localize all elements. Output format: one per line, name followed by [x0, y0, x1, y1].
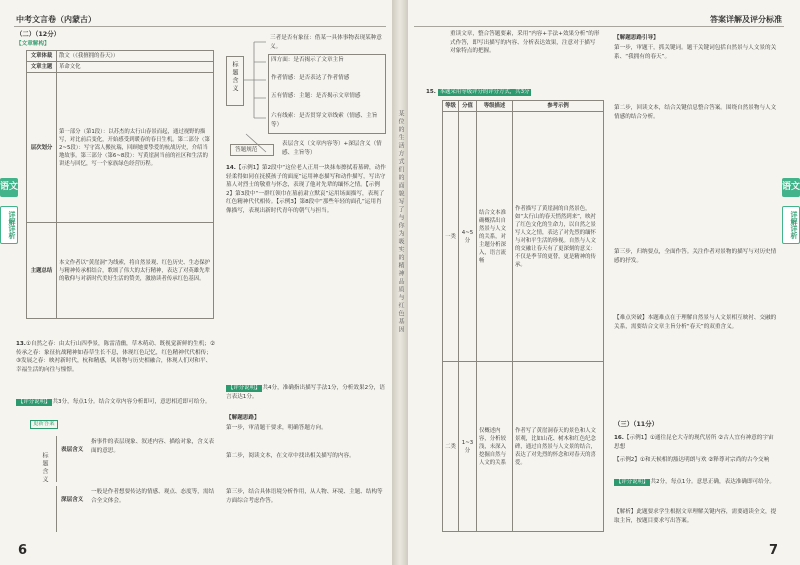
table-value: 本文作者以“黄崖洞”为线索，将自然景观、红色历史、生态保护与精神传承相结合，歌颂了伟大的太行精神，表达了对英雄先辈的敬仰与对新时代美好生活的赞美，激励读者传承红色基因。 — [57, 223, 214, 319]
table-key: 文章主题 — [27, 62, 57, 73]
gutter-annotation: 某位的生活方式们的面貌写了与你为吸实的精神品质与红色基因 — [397, 110, 404, 334]
title-meaning-label: 标题含义 — [41, 452, 48, 484]
side-tab-right — [782, 178, 800, 197]
mindmap-center-label: 标题含义 — [231, 61, 238, 93]
score-label: 【评分说明】 — [18, 399, 51, 405]
method-step: 第二步，阅读文本，在文章中找出相关描写的内容。 — [226, 453, 355, 459]
method-step: 第一步，审清题干要求，明确答题方向。 — [226, 425, 327, 431]
mindmap-branch-box — [268, 54, 386, 134]
q15-note: 本题采用等级评分的评分方式，共3分 — [439, 89, 530, 95]
mindmap-branch: 六有线索：是否贯穿文章线索（情感、主旨等） — [271, 113, 378, 128]
header-title-right: 答案详解及评分标准 — [710, 15, 782, 24]
q16-label: 16. — [614, 435, 624, 441]
cell-level: 二类 — [443, 362, 459, 532]
method-title: 【解题思路】 — [226, 415, 260, 421]
table-row — [27, 223, 214, 319]
bracket — [40, 432, 50, 528]
table-row — [27, 51, 214, 62]
table-key: 层次划分 — [27, 73, 57, 223]
side-tab-label: 语文 — [782, 182, 800, 192]
page-number-left: 6 — [18, 543, 28, 558]
mindmap-branch: 三者是否有象征：借某一具体事物表现某种意义。 — [270, 35, 382, 50]
score-label: 【评分说明】 — [616, 479, 649, 485]
q14-label: 14. — [226, 165, 236, 171]
method-step: 第一步，审题干，抓关键词。题干关键词包括自然景与人文景的关系、“我拥有的春天”。 — [614, 45, 777, 60]
answer-norm-box — [230, 144, 274, 156]
q14-score-text: 共4分，准确指出描写手法1分，分析效果2分，语言表达1分。 — [226, 385, 385, 400]
q16-answer — [614, 434, 778, 452]
side-tab-left-2 — [0, 206, 18, 244]
q13-text: ①自然之春：由太行山四季景，陈雷清幽，草木萌动、既视觉新鲜的生机；②传承之春：象征抗战精神如春草生长不息，体现红色记忆，红色精神代代相传；③发展之春：映衬新时代，杭和精感，风景物与历史相融合，体现人们对和平、幸福生活的向往与憧憬。 — [16, 341, 215, 373]
table-key: 文章体裁 — [27, 51, 57, 62]
table-value: 散文（《我擅拥的春天》） — [57, 51, 214, 62]
q15-heading — [426, 88, 606, 97]
mindmap-branch: 四方面：是否揭示了文章主旨 — [271, 57, 344, 63]
q13-tip — [30, 420, 130, 429]
q16-analysis: 【解析】此题要求学生根据文章理解关键内容，需要通读全文，提取主旨，按题目要求写出答案。 — [614, 509, 777, 524]
q13-score — [16, 398, 216, 416]
score-label: 【评分说明】 — [228, 385, 261, 391]
cell-desc: 仅概述内容，分析较浅，未深入挖掘自然与人文的关系 — [477, 362, 513, 532]
cell-level: 一类 — [443, 112, 459, 362]
cell-example: 作者描写了黄崖洞的自然景色，如“太行山的春天悄然到来”，映衬了红色文化的生命力，以自然之景写人文之情，表达了对先烈的缅怀与对和平生活的珍视。自然与人文的交融让春天有了更深刻的意义：不仅是季节的更替，更是精神的传承。 — [513, 112, 604, 362]
side-tab-label: 详解详析 — [8, 211, 16, 239]
q16-score — [614, 478, 778, 504]
col-score: 分值 — [459, 101, 477, 112]
difficulty-note: 【难点突破】本题难点在于理解自然景与人文景相互映衬、交融的关系，需要结合文章主旨分析“春天”的双重含义。 — [614, 315, 777, 330]
grading-table — [442, 100, 604, 532]
cell-score: 4~5分 — [459, 112, 477, 362]
top-paragraph: 重读文章，整合答题要素，采用“内容+手法+效果分析”的形式作答，即写出描写的内容、分析表达效果，注意对于描写对象特点的把握。 — [450, 31, 600, 55]
meaning-box-1 — [56, 436, 216, 482]
side-tab-label: 详解详析 — [790, 211, 798, 239]
tip-tag: 更新答案 — [30, 420, 58, 429]
method-title: 【解题思路引导】 — [614, 35, 659, 41]
table-header-row — [443, 101, 604, 112]
q13-answer — [16, 340, 216, 394]
answer-norm-label: 答题规范 — [235, 147, 258, 153]
cell-example: 作者写了黄崖洞春天的景色和人文景观，比如山花、树木和红色纪念碑，通过自然景与人文景的结合，表达了对先烈的怀念和对春天的喜爱。 — [513, 362, 604, 532]
q16-text2: 【示例2】①和天候相的豁达明朗与欢 ②释尊对宗尚的古今交响 — [614, 457, 770, 463]
box-key: 深层含义 — [61, 497, 84, 503]
page-number-right: 7 — [768, 543, 778, 558]
q13-label: 13. — [16, 341, 26, 347]
right-page — [400, 0, 800, 565]
q16-text: 【示例1】①通往昆仑大寺的现代居所 ②古人宜有神意的宇宙思想 — [614, 435, 774, 450]
q16-score-text: 共2分，每点1分。意思正确，表达准确即可给分。 — [650, 479, 775, 485]
table-value: 第一部分（第1段）：以苏杰的太行山春景而起，通过视野的描写，对比前后变化，开始感受到暖春的春日生机。第二部分（第2~5段）：写守嵩人搬抗瑞，回顾她要挚爱的杭战历史，介绍当地故事。第三部分（第6~8段）：写黄崖洞当前的社区和生活的讲述与回忆，写一个家族绿色经营历程。 — [57, 73, 214, 223]
q14-text: 【示例1】第2段中“这位老人正用一块抹布擦拭着墓碑，动作轻柔得如同在抚摸孩子的面庞”运用神态描写和动作描写，写出守墓人对烈士的敬重与怀念，表现了他对先辈的缅怀之情。【示例2】第3段中“一群红领巾在墓前肃立默哀”运用场面描写，表现了红色精神代代相传。【示例3】第8段中“那些年轻的面孔”运用肖像描写，表现出新时代青年的朝气与担当。 — [226, 165, 386, 214]
table-heading: 【文章解构】 — [16, 41, 50, 47]
mindmap-branch: 五有情感：主题：是否揭示文章情感 — [271, 93, 361, 99]
side-tab-label: 语文 — [0, 182, 19, 192]
part-label: （三）（11分） — [614, 420, 659, 428]
method-step: 第三步，归纳要点，全面作答。关注作者对景物的描写与对历史情感的抒发。 — [614, 249, 777, 264]
box-key: 表层含义 — [61, 447, 84, 453]
table-row — [27, 73, 214, 223]
box-value: 一般是作者想要传达的情感、观点、态度等，需结合全文体会。 — [91, 489, 215, 504]
col-desc: 等级描述 — [477, 101, 513, 112]
header-rule — [414, 26, 784, 27]
method-step: 第三步，结合具体语境分析作用，从人物、环境、主题、结构等方面综合考虑作答。 — [226, 489, 383, 504]
q15-label: 15. — [426, 89, 436, 95]
table-value: 革命文化 — [57, 62, 214, 73]
table-key: 主题总结 — [27, 223, 57, 319]
mindmap-center — [226, 56, 244, 106]
side-tab-right-2 — [782, 206, 800, 244]
q14-answer — [226, 164, 386, 380]
answer-norm-text: 表层含义（文章内容等）+深层含义（情感、主旨等） — [282, 141, 382, 156]
col-example: 参考示例 — [513, 101, 604, 112]
q13-score-text: 共3分，每点1分。结合文章内容分析即可，意思相近即可给分。 — [52, 399, 211, 405]
table-row — [27, 62, 214, 73]
table-row — [443, 362, 604, 532]
meaning-box-2 — [56, 486, 216, 532]
header-rule — [14, 26, 386, 27]
header-title-left: 中考文言卷（内蒙古） — [16, 15, 96, 24]
side-tab-left — [0, 178, 18, 197]
box-value: 指事件的表层现象、叙述内容、描绘对象，含义表面的意思。 — [91, 439, 215, 454]
part-label: （二）（12分） — [16, 30, 61, 38]
structure-table — [26, 50, 214, 319]
cell-desc: 结合文本准确概括出自然景与人文的关系，对主题分析深入，语言流畅 — [477, 112, 513, 362]
col-level: 等级 — [443, 101, 459, 112]
q14-score — [226, 384, 386, 410]
cell-score: 1~3分 — [459, 362, 477, 532]
table-row — [443, 112, 604, 362]
mindmap-branch: 作者情感：是否表达了作者情感 — [271, 75, 350, 81]
method-step: 第二步，回读文本，结合关键信息整合答案。围绕自然景物与人文情感的结合分析。 — [614, 105, 777, 120]
